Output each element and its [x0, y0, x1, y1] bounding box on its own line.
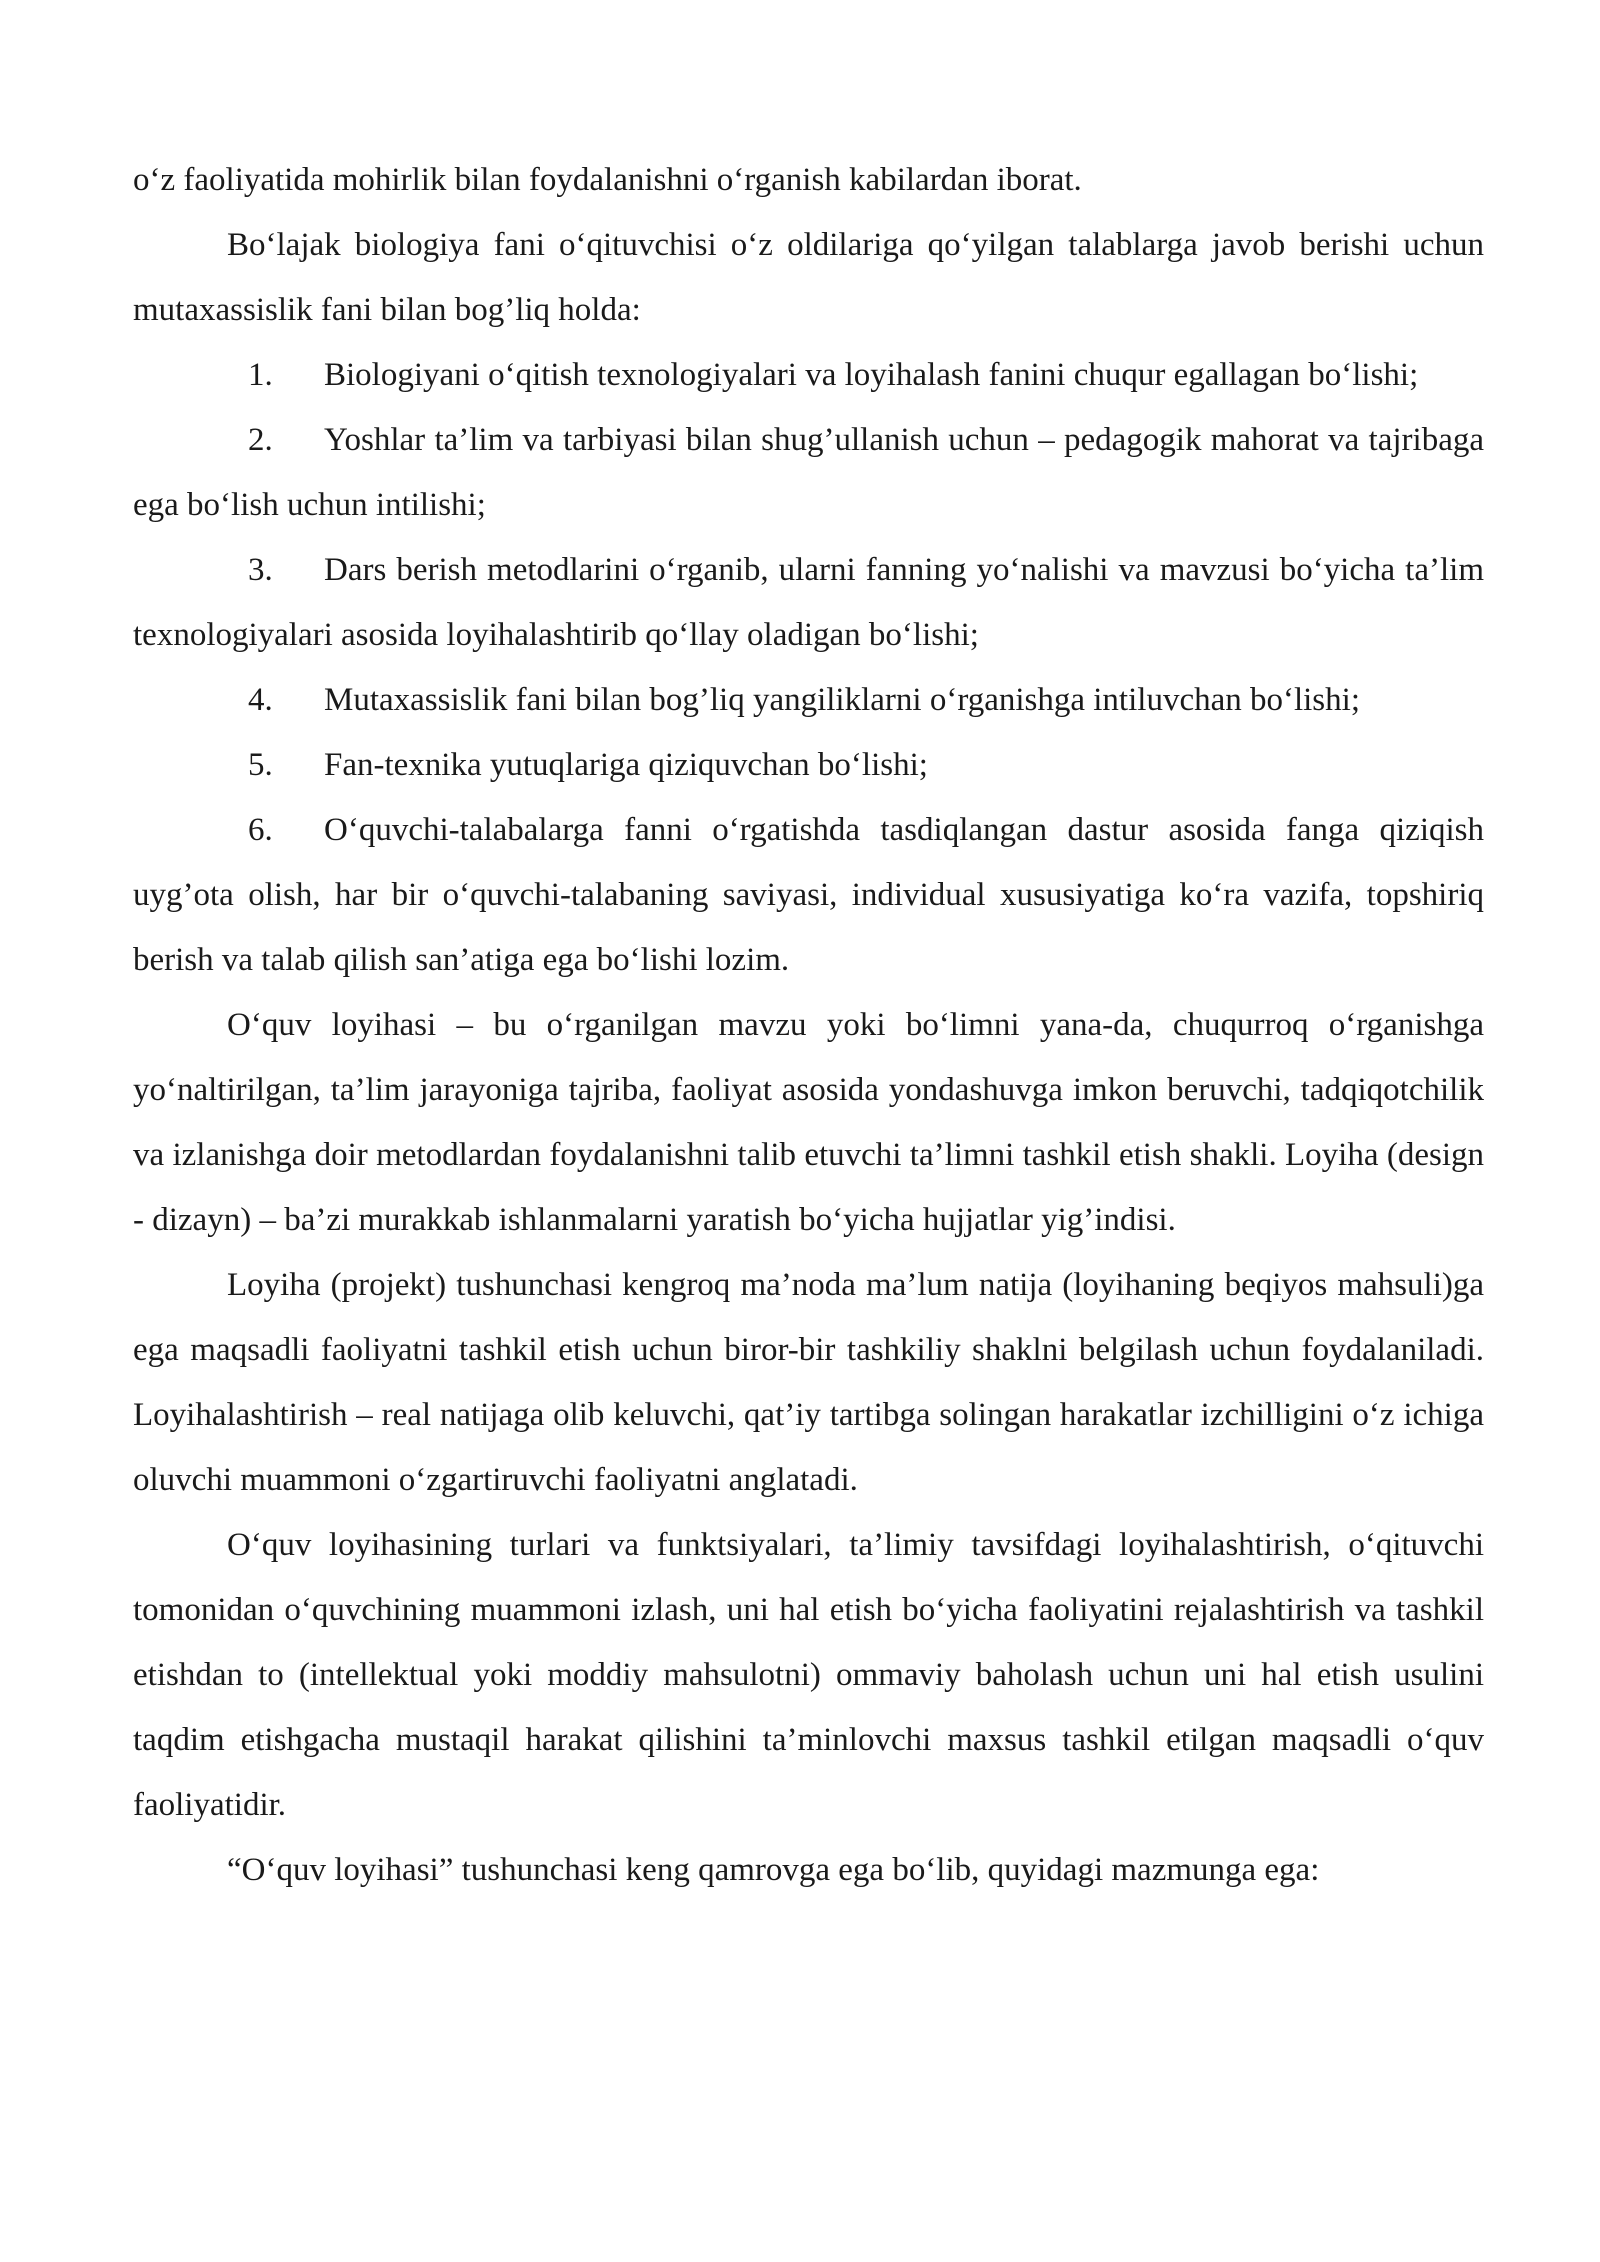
list-number: 6.: [248, 812, 273, 848]
list-item-3: [133, 538, 1484, 668]
list-number: 1.: [248, 357, 273, 393]
list-item-2: [133, 408, 1484, 538]
list-item-6: [133, 798, 1484, 993]
paragraph-project-types: O‘quv loyihasining turlari va funktsiyalari, ta’limiy tavsifdagi loyihalashtirish, o‘qituvchi tomonidan o‘quvchining muammoni izlash, uni hal etish bo‘yicha faoliyatini rejalashtirish va tashkil etishdan to (intellektual yoki moddiy mahsulotni) ommaviy baholash uchun uni hal etish usulini taqdim etishgacha mustaqil harakat qilishini ta’minlovchi maxsus tashkil etilgan maqsadli o‘quv faoliyatidir.: [133, 1527, 1484, 1823]
list-text: Dars berish metodlarini o‘rganib, ularni fanning yo‘nalishi va mavzusi bo‘yicha ta’lim texnologiyalari asosida loyihalashtirib qo‘llay oladigan bo‘lishi;: [133, 552, 1484, 653]
list-text: O‘quvchi-talabalarga fanni o‘rgatishda tasdiqlangan dastur asosida fanga qiziqish uyg’ota olish, har bir o‘quvchi-talabaning saviyasi, individual xususiyatiga ko‘ra vazifa, topshiriq berish va talab qilish san’atiga ega bo‘lishi lozim.: [133, 812, 1484, 978]
list-item-4: [133, 668, 1484, 733]
list-number: 5.: [248, 747, 273, 783]
paragraph-project-concept: Loyiha (projekt) tushunchasi kengroq ma’noda ma’lum natija (loyihaning beqiyos mahsuli)ga ega maqsadli faoliyatni tashkil etish uchun biror-bir tashkiliy shaklni belgilash uchun foydalaniladi. Loyihalashtirish – real natijaga olib keluvchi, qat’iy tartibga solingan harakatlar izchilligini o‘z ichiga oluvchi muammoni o‘zgartiruvchi faoliyatni anglatadi.: [133, 1267, 1484, 1498]
list-text: Biologiyani o‘qitish texnologiyalari va loyihalash fanini chuqur egallagan bo‘lishi;: [324, 357, 1419, 393]
document-body: [133, 148, 1484, 1903]
list-text: Yoshlar ta’lim va tarbiyasi bilan shug’ullanish uchun – pedagogik mahorat va tajribaga ega bo‘lish uchun intilishi;: [133, 422, 1484, 523]
list-number: 3.: [248, 552, 273, 588]
list-item-1: [133, 343, 1484, 408]
paragraph-educational-project-definition: O‘quv loyihasi – bu o‘rganilgan mavzu yoki bo‘limni yana-da, chuqurroq o‘rganishga yo‘naltirilgan, ta’lim jarayoniga tajriba, faoliyat asosida yondashuvga imkon beruvchi, tadqiqotchilik va izlanishga doir metodlardan foydalanishni talib etuvchi ta’limni tashkil etish shakli. Loyiha (design - dizayn) – ba’zi murakkab ishlanmalarni yaratish bo‘yicha hujjatlar yig’indisi.: [133, 1007, 1484, 1238]
paragraph-project-scope: “O‘quv loyihasi” tushunchasi keng qamrovga ega bo‘lib, quyidagi mazmunga ega:: [227, 1852, 1320, 1888]
list-number: 4.: [248, 682, 273, 718]
list-text: Mutaxassislik fani bilan bog’liq yangiliklarni o‘rganishga intiluvchan bo‘lishi;: [324, 682, 1360, 718]
list-number: 2.: [248, 422, 273, 458]
list-item-5: [133, 733, 1484, 798]
paragraph-requirements-intro: Bo‘lajak biologiya fani o‘qituvchisi o‘z oldilariga qo‘yilgan talablarga javob berishi uchun mutaxassislik fani bilan bog’liq holda:: [133, 227, 1484, 328]
paragraph-continuation: o‘z faoliyatida mohirlik bilan foydalanishni o‘rganish kabilardan iborat.: [133, 162, 1082, 198]
list-text: Fan-texnika yutuqlariga qiziquvchan bo‘lishi;: [324, 747, 928, 783]
